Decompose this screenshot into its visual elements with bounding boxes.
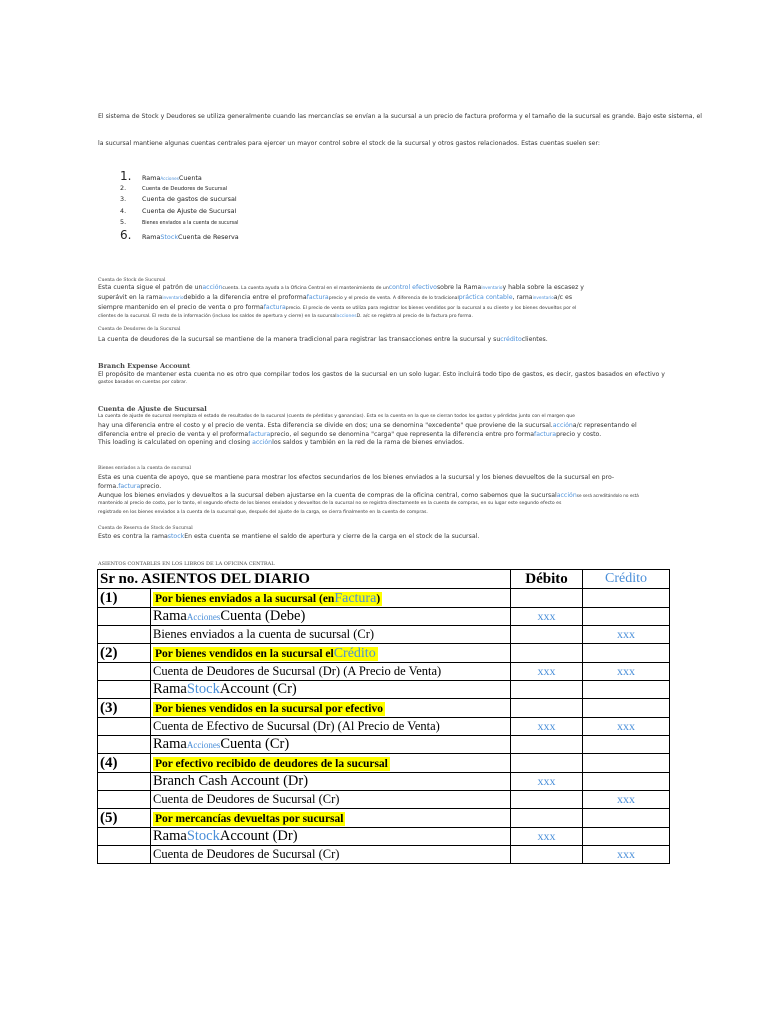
- section-heading-expense: Branch Expense Account: [98, 362, 191, 370]
- table-row: [98, 754, 670, 773]
- entry-number: (3): [98, 699, 151, 718]
- section-text-stock: Esta cuenta sigue el patrón de unaccióncuenta. La cuenta ayuda a la Oficina Central en el mantenimiento de uncontrol efectivosobre la Ramainventarioy habla sobre la escasez y superávit en la ramainventariodebido a la diferencia entre el proformafacturaprecio y el precio de venta. A diferencia de lo tradicionalpráctica contable, ramainventarioa/c es siempre mantenido en el precio de venta o pro formafacturaprecio. El precio de venta se utiliza para registrar los bienes vendidos por la sucursal a su cliente y los bienes devueltos por el clientes de la sucursal. El resto de la información (incluso los saldos de apertura y cierre) en la sucursalaccionesD. a/c se registra al precio de la factura pro forma.: [98, 284, 584, 320]
- link-acciones[interactable]: acciones: [336, 314, 357, 320]
- table-row: [98, 663, 670, 681]
- table-row: [98, 791, 670, 809]
- table-row: [98, 846, 670, 864]
- entry-number: (4): [98, 754, 151, 773]
- table-header-row: [98, 570, 670, 589]
- link-credito[interactable]: crédito: [500, 336, 522, 343]
- entry-number: (2): [98, 644, 151, 663]
- link-accion[interactable]: acción: [252, 439, 273, 447]
- intro-line-1: El sistema de Stock y Deudores se utiliza generalmente cuando las mercancías se envían a la sucursal a un precio de factura proforma y el tamaño de la sucursal es grande. Bajo este sistema, el: [98, 113, 703, 120]
- link-control-efectivo[interactable]: control efectivo: [388, 284, 437, 291]
- entry-line: Bienes enviados a la cuenta de sucursal (Cr): [151, 626, 511, 644]
- list-item: 1. RamaAccionesCuenta: [120, 169, 202, 183]
- table-row: [98, 644, 670, 663]
- link-stock[interactable]: stock: [167, 533, 185, 540]
- link-stock[interactable]: Stock: [160, 233, 179, 241]
- list-item: 2. Cuenta de Deudores de Sucursal: [120, 184, 228, 192]
- table-row: [98, 699, 670, 718]
- link-inventario[interactable]: inventario: [481, 285, 503, 290]
- header-debit: Débito: [511, 570, 583, 589]
- credit-value: xxx: [583, 791, 670, 809]
- entry-number: (5): [98, 809, 151, 828]
- entry-title: Por bienes enviados a la sucursal (enFactura): [151, 589, 511, 608]
- link-factura[interactable]: factura: [306, 293, 329, 301]
- section-text-expense: El propósito de mantener esta cuenta no es otro que compilar todos los gastos de la sucursal en un solo lugar. Esto incluirá todo tipo de gastos, es decir, gastos basados en efectivo y gastos basados en cuentas por cobrar.: [98, 371, 665, 385]
- entry-title: Por efectivo recibido de deudores de la sucursal: [151, 754, 511, 773]
- debit-value: xxx: [511, 828, 583, 846]
- header-credit: Crédito: [583, 570, 670, 589]
- entry-line: Cuenta de Deudores de Sucursal (Dr) (A Precio de Venta): [151, 663, 511, 681]
- link-acciones[interactable]: Acciones: [160, 176, 179, 181]
- table-row: [98, 718, 670, 736]
- header-journal-entries: Sr no. ASIENTOS DEL DIARIO: [98, 570, 511, 589]
- link-accion[interactable]: acción: [556, 491, 577, 499]
- entry-line: Branch Cash Account (Dr): [151, 773, 511, 791]
- section-text-debtors: La cuenta de deudores de la sucursal se mantiene de la manera tradicional para registrar las transacciones entre la sucursal y sucréditoclientes.: [98, 336, 548, 343]
- journal-table: [97, 569, 670, 864]
- credit-value: xxx: [583, 626, 670, 644]
- table-row: [98, 589, 670, 608]
- entry-title: Por bienes vendidos en la sucursal por efectivo: [151, 699, 511, 718]
- section-heading-debtors: Cuenta de Deudores de la Sucursal: [98, 327, 181, 332]
- link-factura[interactable]: factura: [248, 430, 271, 438]
- table-row: [98, 809, 670, 828]
- entry-line: Cuenta de Deudores de Sucursal (Cr): [151, 791, 511, 809]
- link-inventario[interactable]: inventario: [162, 294, 184, 300]
- section-heading-goods: Bienes enviados a la cuenta de sucursal: [98, 466, 191, 471]
- link-inventario[interactable]: inventario: [532, 294, 554, 300]
- credit-value: xxx: [583, 663, 670, 681]
- table-row: [98, 828, 670, 846]
- section-text-adjust: La cuenta de ajuste de sucursal reemplaza el estado de resultados de la sucursal (cuenta de pérdidas y ganancias). Esta es la cuenta en la que se cierran todos los gastos y pérdidas junto con el margen que hay una diferencia entre el costo y el precio de venta. Esta diferencia se divide en dos; una se denomina "excedente" que proviene de la sucursal.accióna/c representando el diferencia entre el precio de venta y el proformafacturaprecio, el segundo se denomina "carga" que representa la diferencia entre pro formafacturaprecio y costo. This loading is calculated on opening and closing acciónlos saldos y también en la red de la rama de bienes enviados.: [98, 414, 637, 447]
- link-factura[interactable]: factura: [263, 303, 286, 311]
- intro-line-2: la sucursal mantiene algunas cuentas centrales para ejercer un mayor control sobre el stock de la sucursal y otros gastos relacionados. Estas cuentas suelen ser:: [98, 140, 600, 147]
- table-row: [98, 626, 670, 644]
- table-row: [98, 681, 670, 699]
- table-row: [98, 608, 670, 626]
- debit-value: xxx: [511, 608, 583, 626]
- list-item: 5. Bienes enviados a la cuenta de sucursal: [120, 218, 239, 226]
- table-row: [98, 736, 670, 754]
- entry-line: Cuenta de Efectivo de Sucursal (Dr) (Al Precio de Venta): [151, 718, 511, 736]
- journal-caption: ASIENTOS CONTABLES EN LOS LIBROS DE LA OFICINA CENTRAL: [98, 561, 275, 567]
- section-text-reserve: Esto es contra la ramastockEn esta cuenta se mantiene el saldo de apertura y cierre de la carga en el stock de la sucursal.: [98, 533, 480, 540]
- section-heading-reserve: Cuenta de Reserva de Stock de Sucursal: [98, 526, 193, 531]
- entry-title: Por mercancías devueltas por sucursal: [151, 809, 511, 828]
- section-text-goods: Esta es una cuenta de apoyo, que se mantiene para mostrar los efectos secundarios de los bienes enviados a la sucursal y los bienes devueltos de la sucursal en pro-forma.facturaprecio. Aunque los bienes enviados y devueltos a la sucursal deben ajustarse en la cuenta de compras de la oficina central, como sabemos que la sucursalacciónse será acreditándolo no está mantenido al precio de costo, por lo tanto, el segundo efecto de los bienes enviados y devueltos de la sucursal no se registra directamente en la cuenta de compras, en su lugar este segundo efecto es registrado en los bienes enviados a la cuenta de la sucursal que, después del ajuste de la carga, se cierra finalmente en la cuenta de compras.: [98, 474, 639, 516]
- section-heading-adjust: Cuenta de Ajuste de Sucursal: [98, 405, 207, 413]
- link-factura[interactable]: factura: [534, 430, 557, 438]
- list-item: 6. RamaStockCuenta de Reserva: [120, 228, 239, 242]
- list-item: 4. Cuenta de Ajuste de Sucursal: [120, 207, 237, 215]
- entry-line: RamaStockAccount (Dr): [151, 828, 511, 846]
- credit-value: xxx: [583, 718, 670, 736]
- entry-line: Cuenta de Deudores de Sucursal (Cr): [151, 846, 511, 864]
- entry-line: RamaStockAccount (Cr): [151, 681, 511, 699]
- entry-number: (1): [98, 589, 151, 608]
- list-item: 3. Cuenta de gastos de sucursal: [120, 195, 237, 203]
- entry-line: RamaAccionesCuenta (Debe): [151, 608, 511, 626]
- link-practica-contable[interactable]: práctica contable: [458, 293, 513, 301]
- link-factura[interactable]: factura: [118, 482, 141, 490]
- link-accion[interactable]: acción: [202, 284, 223, 291]
- section-heading-stock: Cuenta de Stock de Sucursal: [98, 278, 166, 283]
- entry-title: Por bienes vendidos en la sucursal elCrédito: [151, 644, 511, 663]
- link-accion[interactable]: acción: [552, 421, 573, 429]
- credit-value: xxx: [583, 846, 670, 864]
- entry-line: RamaAccionesCuenta (Cr): [151, 736, 511, 754]
- table-row: [98, 773, 670, 791]
- debit-value: xxx: [511, 663, 583, 681]
- debit-value: xxx: [511, 718, 583, 736]
- debit-value: xxx: [511, 773, 583, 791]
